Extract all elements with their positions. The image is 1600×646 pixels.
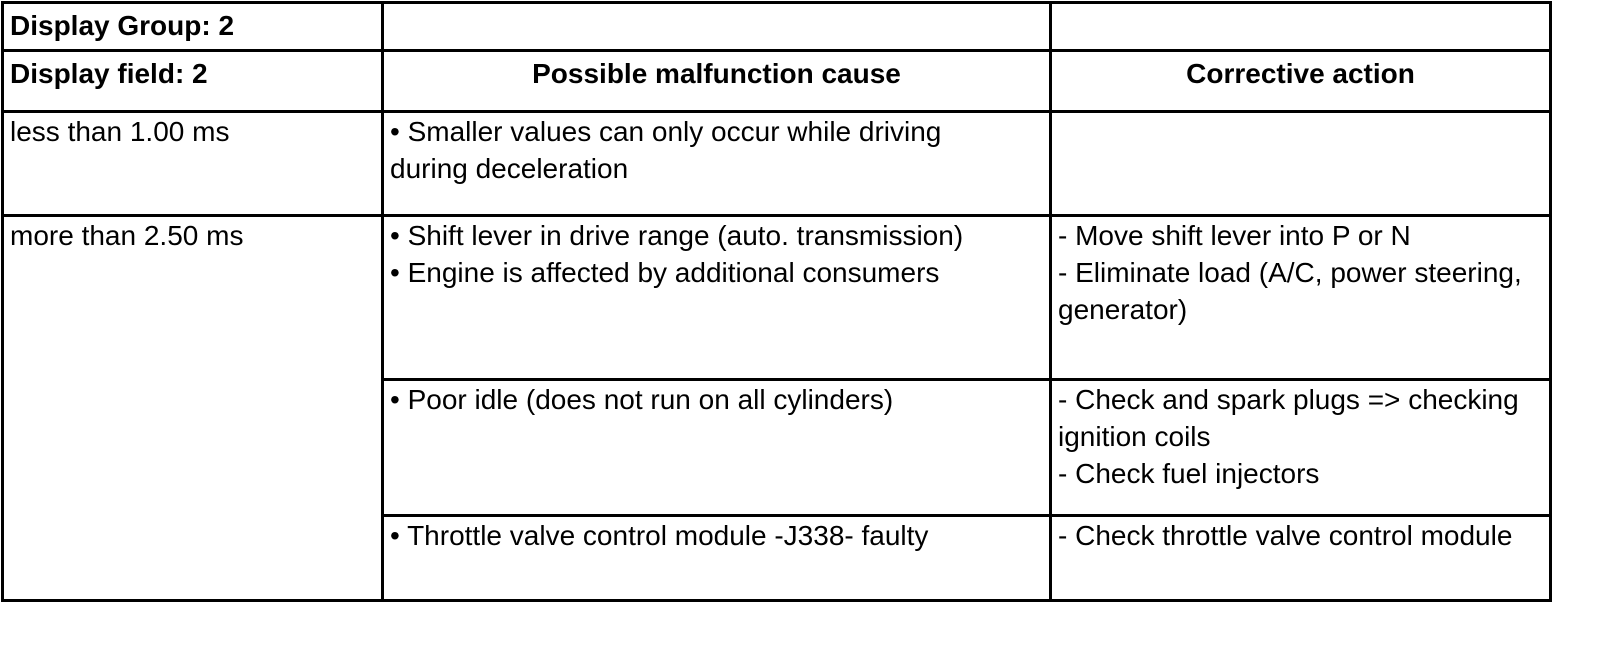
cause-line: • Shift lever in drive range (auto. transmission) [390, 220, 964, 251]
table-row [3, 112, 1551, 216]
cause-cell [383, 380, 1051, 516]
action-line: ignition coils [1058, 421, 1211, 452]
table-row [3, 216, 1551, 380]
action-cell [1051, 216, 1551, 380]
cause-line: during deceleration [390, 153, 629, 184]
cause-line: • Smaller values can only occur while driving [390, 116, 942, 147]
header-row [3, 51, 1551, 112]
condition-cell: less than 1.00 ms [3, 112, 383, 216]
diagnostic-table-container [1, 1, 1552, 602]
action-line: - Check throttle valve control module [1058, 520, 1513, 551]
empty-cell [1051, 3, 1551, 51]
diagnostic-table [1, 1, 1552, 602]
action-header: Corrective action [1051, 51, 1551, 112]
cause-line: • Poor idle (does not run on all cylinders) [390, 384, 894, 415]
cause-line: • Throttle valve control module -J338- faulty [390, 520, 929, 551]
cause-cell [383, 216, 1051, 380]
condition-cell: more than 2.50 ms [3, 216, 383, 601]
display-field-cell: Display field: 2 [3, 51, 383, 112]
empty-cell [383, 3, 1051, 51]
cause-cell [383, 112, 1051, 216]
action-line: - Check and spark plugs => checking [1058, 384, 1519, 415]
action-cell [1051, 516, 1551, 601]
display-group-cell: Display Group: 2 [3, 3, 383, 51]
action-line: - Move shift lever into P or N [1058, 220, 1411, 251]
cause-line: • Engine is affected by additional consumers [390, 257, 940, 288]
action-line: generator) [1058, 294, 1188, 325]
action-cell [1051, 112, 1551, 216]
action-cell [1051, 380, 1551, 516]
action-line: - Check fuel injectors [1058, 458, 1320, 489]
action-line: - Eliminate load (A/C, power steering, [1058, 257, 1522, 288]
display-group-row [3, 3, 1551, 51]
cause-header: Possible malfunction cause [383, 51, 1051, 112]
cause-cell [383, 516, 1051, 601]
